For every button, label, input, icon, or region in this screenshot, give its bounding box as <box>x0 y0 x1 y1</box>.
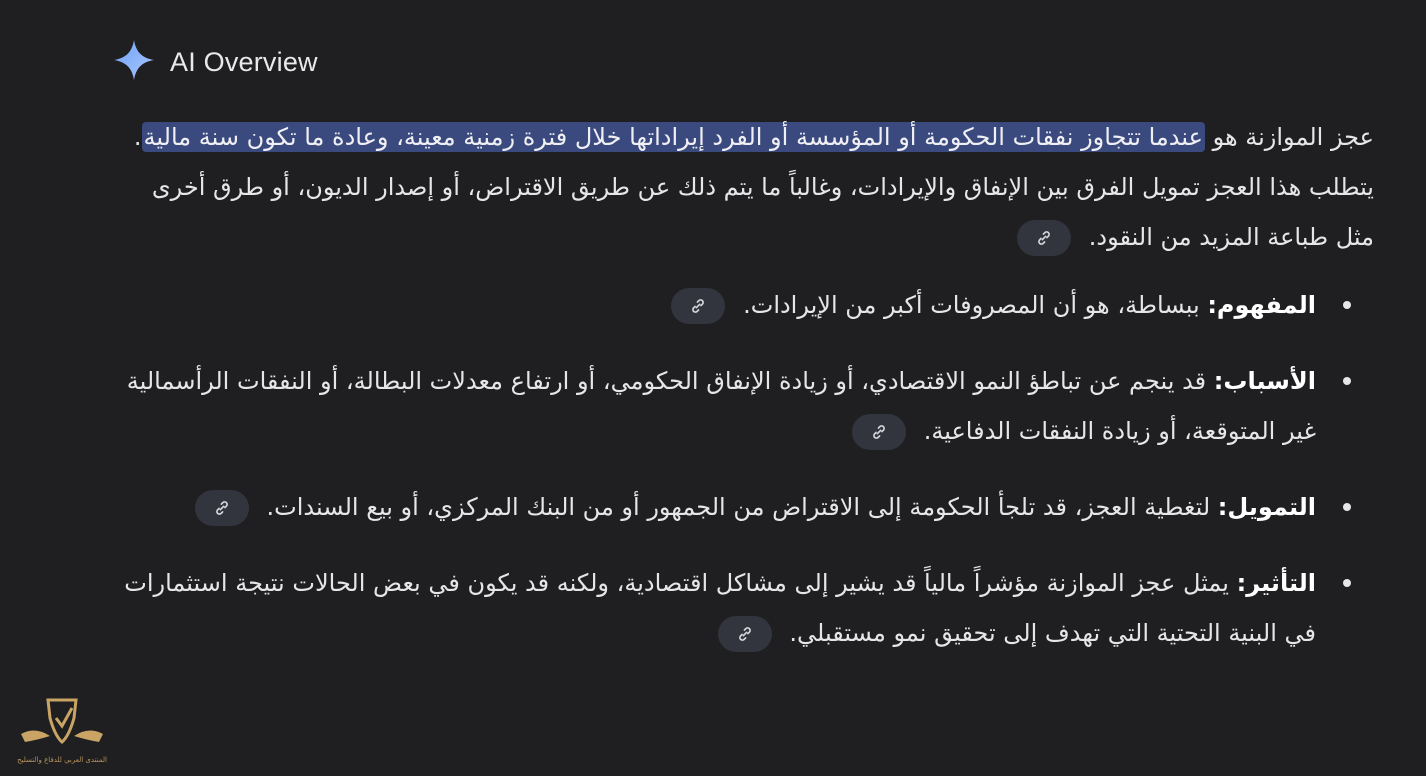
ai-overview-header <box>112 38 318 86</box>
list-item <box>110 482 1316 532</box>
bullet-term: التمويل: <box>1217 493 1316 521</box>
highlighted-text[interactable]: عندما تتجاوز نفقات الحكومة أو المؤسسة أو الفرد إيراداتها خلال فترة زمنية معينة، وعادة ما تكون سنة مالية <box>143 123 1203 151</box>
bullet-text: ببساطة، هو أن المصروفات أكبر من الإيرادات. <box>743 291 1208 319</box>
source-link-button[interactable] <box>852 414 906 450</box>
sparkle-icon <box>112 38 156 86</box>
link-icon <box>1034 228 1054 248</box>
bullet-term: التأثير: <box>1236 569 1316 597</box>
source-link-button[interactable] <box>718 616 772 652</box>
header-title: AI Overview <box>170 46 318 77</box>
bullet-text: لتغطية العجز، قد تلجأ الحكومة إلى الاقتراض من الجمهور أو من البنك المركزي، أو بيع السندات. <box>266 493 1218 521</box>
source-link-button[interactable] <box>1017 220 1071 256</box>
source-link-button[interactable] <box>671 288 725 324</box>
shield-wings-icon <box>17 696 107 754</box>
bullet-text: قد ينجم عن تباطؤ النمو الاقتصادي، أو زيادة الإنفاق الحكومي، أو ارتفاع معدلات البطالة، أو النفقات الرأسمالية غير المتوقعة، أو زيادة النفقات الدفاعية. <box>126 367 1316 445</box>
bullet-list <box>110 280 1374 658</box>
watermark-caption: المنتدى العربي للدفاع والتسليح <box>17 756 107 764</box>
source-link-button[interactable] <box>195 490 249 526</box>
list-item <box>110 280 1316 330</box>
list-item <box>110 356 1316 456</box>
bullet-term: المفهوم: <box>1207 291 1316 319</box>
watermark-logo <box>12 696 112 774</box>
intro-text-start: عجز الموازنة هو <box>1204 123 1374 151</box>
link-icon <box>735 624 755 644</box>
link-icon <box>212 498 232 518</box>
intro-paragraph <box>110 112 1374 262</box>
bullet-text: يمثل عجز الموازنة مؤشراً مالياً قد يشير إلى مشاكل اقتصادية، ولكنه قد يكون في بعض الحالات نتيجة استثمارات في البنية التحتية التي تهدف إلى تحقيق نمو مستقبلي. <box>124 569 1316 647</box>
link-icon <box>688 296 708 316</box>
intro-text-end: . يتطلب هذا العجز تمويل الفرق بين الإنفاق والإيرادات، وغالباً ما يتم ذلك عن طريق الاقتراض، أو إصدار الديون، أو طرق أخرى مثل طباعة المزيد من النقود. <box>133 123 1374 251</box>
overview-content <box>110 112 1374 684</box>
list-item <box>110 558 1316 658</box>
bullet-term: الأسباب: <box>1213 367 1316 395</box>
link-icon <box>869 422 889 442</box>
